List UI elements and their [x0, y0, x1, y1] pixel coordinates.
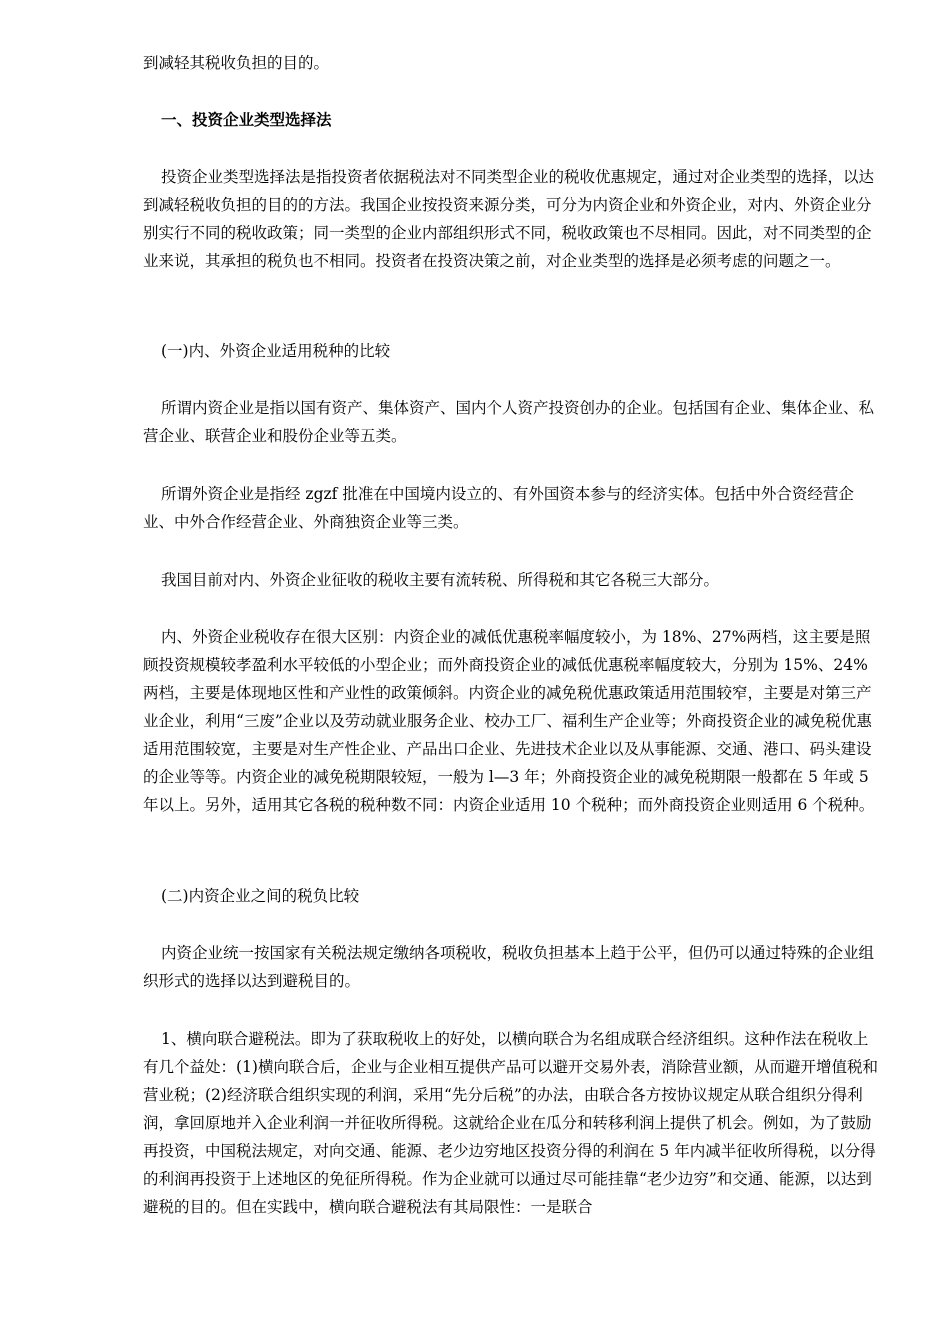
paragraph-7: 1、横向联合避税法。即为了获取税收上的好处，以横向联合为名组成联合经济组织。这种作法在税收上有几个益处：(1)横向联合后，企业与企业相互提供产品可以避开交易外表，消除营业额，从而避开增值税和营业税；(2)经济联合组织实现的利润，采用“先分后税”的办法，由联合各方按协议规定从联合组织分得利润，拿回原地并入企业利润一并征收所得税。这就给企业在瓜分和转移利润上提供了机会。例如，为了鼓励再投资，中国税法规定，对向交通、能源、老少边穷地区投资分得的利润在 5 年内减半征收所得税，以分得的利润再投资于上述地区的免征所得税。作为企业就可以通过尽可能挂靠“老少边穷”和交通、能源，以达到避税的目的。但在实践中，横向联合避税法有其局限性：一是联合: [143, 1030, 878, 1216]
paragraph-3: 所谓外资企业是指经 zgzf 批准在中国境内设立的、有外国资本参与的经济实体。包括中外合资经营企业、中外合作经营企业、外商独资企业等三类。: [143, 485, 854, 531]
paragraph-2: 所谓内资企业是指以国有资产、集体资产、国内个人资产投资创办的企业。包括国有企业、集体企业、私营企业、联营企业和股份企业等五类。: [143, 399, 875, 445]
intro-tail-text: 到减轻其税收负担的目的。: [143, 54, 330, 72]
subheading-1: (一)内、外资企业适用税种的比较: [161, 342, 391, 360]
subheading-2: (二)内资企业之间的税负比较: [161, 887, 360, 905]
paragraph-1: 投资企业类型选择法是指投资者依据税法对不同类型企业的税收优惠规定，通过对企业类型的选择，以达到减轻税收负担的目的的方法。我国企业按投资来源分类，可分为内资企业和外资企业，对内、外资企业分别实行不同的税收政策；同一类型的企业内部组织形式不同，税收政策也不尽相同。因此，对不同类型的企业来说，其承担的税负也不相同。投资者在投资决策之前，对企业类型的选择是必须考虑的问题之一。: [143, 168, 875, 270]
paragraph-4: 我国目前对内、外资企业征收的税收主要有流转税、所得税和其它各税三大部分。: [161, 571, 720, 589]
paragraph-6: 内资企业统一按国家有关税法规定缴纳各项税收，税收负担基本上趋于公平，但仍可以通过特殊的企业组织形式的选择以达到避税目的。: [143, 944, 875, 990]
paragraph-5: 内、外资企业税收存在很大区别：内资企业的减低优惠税率幅度较小，为 18%、27%两档，这主要是照顾投资规模较孝盈利水平较低的小型企业；而外商投资企业的减低优惠税率幅度较大，分别为 15%、24%两档，主要是体现地区性和产业性的政策倾斜。内资企业的减免税优惠政策适用范围较窄，主要是对第三产业企业，利用“三废”企业以及劳动就业服务企业、校办工厂、福利生产企业等；外商投资企业的减免税优惠适用范围较宽，主要是对生产性企业、产品出口企业、先进技术企业以及从事能源、交通、港口、码头建设的企业等等。内资企业的减免税期限较短，一般为 l—3 年；外商投资企业的减免税期限一般都在 5 年或 5 年以上。另外，适用其它各税的税种数不同：内资企业适用 10 个税种；而外商投资企业则适用 6 个税种。: [143, 628, 875, 814]
section-heading-1: 一、投资企业类型选择法: [161, 110, 332, 129]
